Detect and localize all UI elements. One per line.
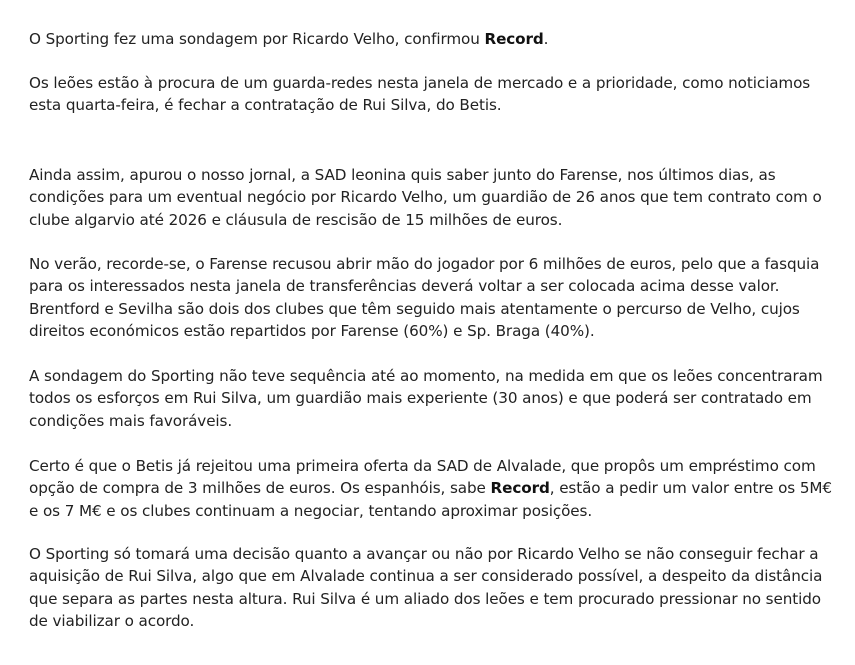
paragraph-1-text-start: O Sporting fez uma sondagem por Ricardo Velho, confirmou xyxy=(29,30,485,48)
paragraph-1-text-end: . xyxy=(543,30,549,48)
paragraph-4: No verão, recorde-se, o Farense recusou abrir mão do jogador por 6 milhões de euros, pelo que a fasquia para os interessados nesta janela de transferências deverá voltar a ser colocada acima desse valor. Brentford e Sevilha são dois dos clubes que têm seguido mais atentamente o percurso de Velho, cujos direitos económicos estão repartidos por Farense (60%) e Sp. Braga (40%). xyxy=(29,255,820,341)
paragraph-3: Ainda assim, apurou o nosso jornal, a SAD leonina quis saber junto do Farense, nos últimos dias, as condições para um eventual negócio por Ricardo Velho, um guardião de 26 anos que tem contrato com o clube algarvio até 2026 e cláusula de rescisão de 15 milhões de euros. xyxy=(29,166,822,229)
paragraph-6 xyxy=(29,455,841,522)
paragraph-6-text-start: Certo é que o Betis já rejeitou uma primeira oferta da SAD de Alvalade, que propôs um empréstimo com opção de compra de 3 milhões de euros. Os espanhóis, sabe xyxy=(29,457,816,498)
paragraph-5: A sondagem do Sporting não teve sequência até ao momento, na medida em que os leões concentraram todos os esforços em Rui Silva, um guardião mais experiente (30 anos) e que poderá ser contratado em condições mais favoráveis. xyxy=(29,367,823,430)
source-record-bold: Record xyxy=(490,479,550,498)
paragraph-6-text-end: , estão a pedir um valor entre os 5M€ e os 7 M€ e os clubes continuam a negociar, tentando aproximar posições. xyxy=(29,479,832,520)
source-record-bold: Record xyxy=(484,30,544,48)
paragraph-1 xyxy=(29,28,841,50)
paragraph-7: O Sporting só tomará uma decisão quanto a avançar ou não por Ricardo Velho se não conseguir fechar a aquisição de Rui Silva, algo que em Alvalade continua a ser considerado possível, a despeito da distância que separa as partes nesta altura. Rui Silva é um aliado dos leões e tem procurado pressionar no sentido de viabilizar o acordo. xyxy=(29,545,823,631)
paragraph-2: Os leões estão à procura de um guarda-redes nesta janela de mercado e a prioridade, como noticiamos esta quarta-feira, é fechar a contratação de Rui Silva, do Betis. xyxy=(29,74,811,115)
